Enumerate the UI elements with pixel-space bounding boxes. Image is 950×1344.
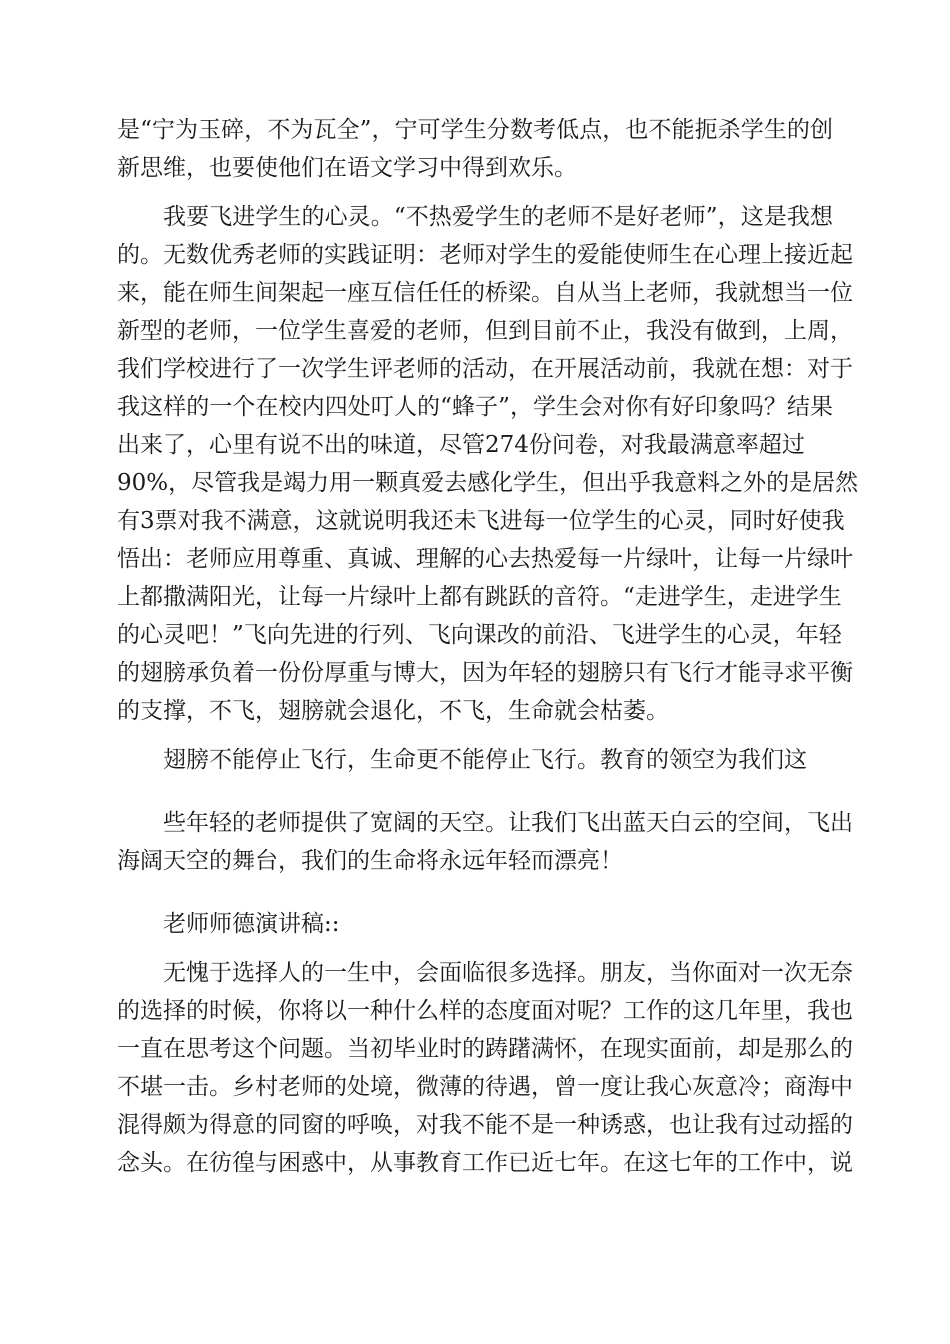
text-line: 的支撑，不飞，翅膀就会退化，不飞，生命就会枯萎。 xyxy=(117,698,669,724)
text-line: 90%，尽管我是竭力用一颗真爱去感化学生，但出乎我意料之外的是居然 xyxy=(117,470,859,496)
text-line: 的翅膀承负着一份份厚重与博大，因为年轻的翅膀只有飞行才能寻求平衡 xyxy=(117,660,853,686)
text-line: 上都撒满阳光，让每一片绿叶上都有跳跃的音符。“走进学生，走进学生 xyxy=(117,584,842,610)
text-line: 的。无数优秀老师的实践证明：老师对学生的爱能使师生在心理上接近起 xyxy=(117,242,853,268)
text-line: 无愧于选择人的一生中，会面临很多选择。朋友，当你面对一次无奈 xyxy=(163,960,853,986)
text-line: 念头。在彷徨与困惑中，从事教育工作已近七年。在这七年的工作中，说 xyxy=(117,1150,853,1176)
text-line: 海阔天空的舞台，我们的生命将永远年轻而漂亮！ xyxy=(117,848,623,874)
text-line: 的选择的时候，你将以一种什么样的态度面对呢？工作的这几年里，我也 xyxy=(117,998,853,1024)
text-line: 混得颇为得意的同窗的呼唤，对我不能不是一种诱惑，也让我有过动摇的 xyxy=(117,1112,853,1138)
text-line: 新型的老师，一位学生喜爱的老师，但到目前不止，我没有做到，上周， xyxy=(117,318,853,344)
text-line: 翅膀不能停止飞行，生命更不能停止飞行。教育的领空为我们这 xyxy=(163,747,807,773)
text-line: 来，能在师生间架起一座互信任任的桥梁。自从当上老师，我就想当一位 xyxy=(117,280,853,306)
text-line: 新思维，也要使他们在语文学习中得到欢乐。 xyxy=(117,155,577,181)
section-heading: 老师师德演讲稿:: xyxy=(163,911,340,937)
text-line: 一直在思考这个问题。当初毕业时的踌躇满怀，在现实面前，却是那么的 xyxy=(117,1036,853,1062)
text-line: 有3票对我不满意，这就说明我还未飞进每一位学生的心灵，同时好使我 xyxy=(117,508,845,534)
text-line: 出来了，心里有说不出的味道，尽管274份问卷，对我最满意率超过 xyxy=(117,432,805,458)
text-line: 我要飞进学生的心灵。“不热爱学生的老师不是好老师”，这是我想 xyxy=(163,204,833,230)
text-line: 些年轻的老师提供了宽阔的天空。让我们飞出蓝天白云的空间，飞出 xyxy=(163,810,853,836)
text-line: 不堪一击。乡村老师的处境，微薄的待遇，曾一度让我心灰意冷；商海中 xyxy=(117,1074,853,1100)
text-line: 我这样的一个在校内四处叮人的“蜂子”，学生会对你有好印象吗？结果 xyxy=(117,394,833,420)
text-line: 我们学校进行了一次学生评老师的活动，在开展活动前，我就在想：对于 xyxy=(117,356,853,382)
text-line: 的心灵吧！”飞向先进的行列、飞向课改的前沿、飞进学生的心灵，年轻 xyxy=(117,622,842,648)
text-line: 是“宁为玉碎，不为瓦全”，宁可学生分数考低点，也不能扼杀学生的创 xyxy=(117,117,833,143)
text-line: 悟出：老师应用尊重、真诚、理解的心去热爱每一片绿叶，让每一片绿叶 xyxy=(117,546,853,572)
